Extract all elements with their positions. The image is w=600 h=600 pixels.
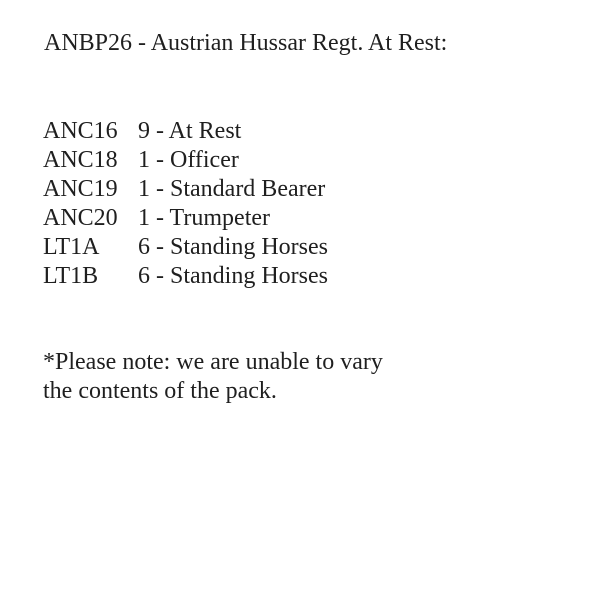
item-description: 1 - Trumpeter	[138, 205, 270, 231]
item-code: LT1A	[43, 234, 100, 260]
pack-item-row	[43, 204, 328, 233]
pack-contents-list	[43, 117, 328, 291]
item-description: 6 - Standing Horses	[138, 263, 328, 289]
item-code: ANC16	[43, 118, 118, 144]
item-code: ANC18	[43, 147, 118, 173]
pack-note	[43, 348, 383, 406]
item-code: ANC20	[43, 205, 118, 231]
note-line-1: *Please note: we are unable to vary	[43, 349, 383, 375]
note-line-2: the contents of the pack.	[43, 378, 277, 404]
pack-item-row	[43, 233, 328, 262]
pack-item-row	[43, 262, 328, 291]
item-description: 1 - Standard Bearer	[138, 176, 326, 202]
item-code: LT1B	[43, 263, 99, 289]
item-description: 9 - At Rest	[138, 118, 242, 144]
pack-item-row	[43, 117, 328, 146]
item-description: 1 - Officer	[138, 147, 239, 173]
pack-item-row	[43, 175, 328, 204]
item-code: ANC19	[43, 176, 118, 202]
page-title: ANBP26 - Austrian Hussar Regt. At Rest:	[44, 30, 448, 56]
pack-item-row	[43, 146, 328, 175]
item-description: 6 - Standing Horses	[138, 234, 328, 260]
